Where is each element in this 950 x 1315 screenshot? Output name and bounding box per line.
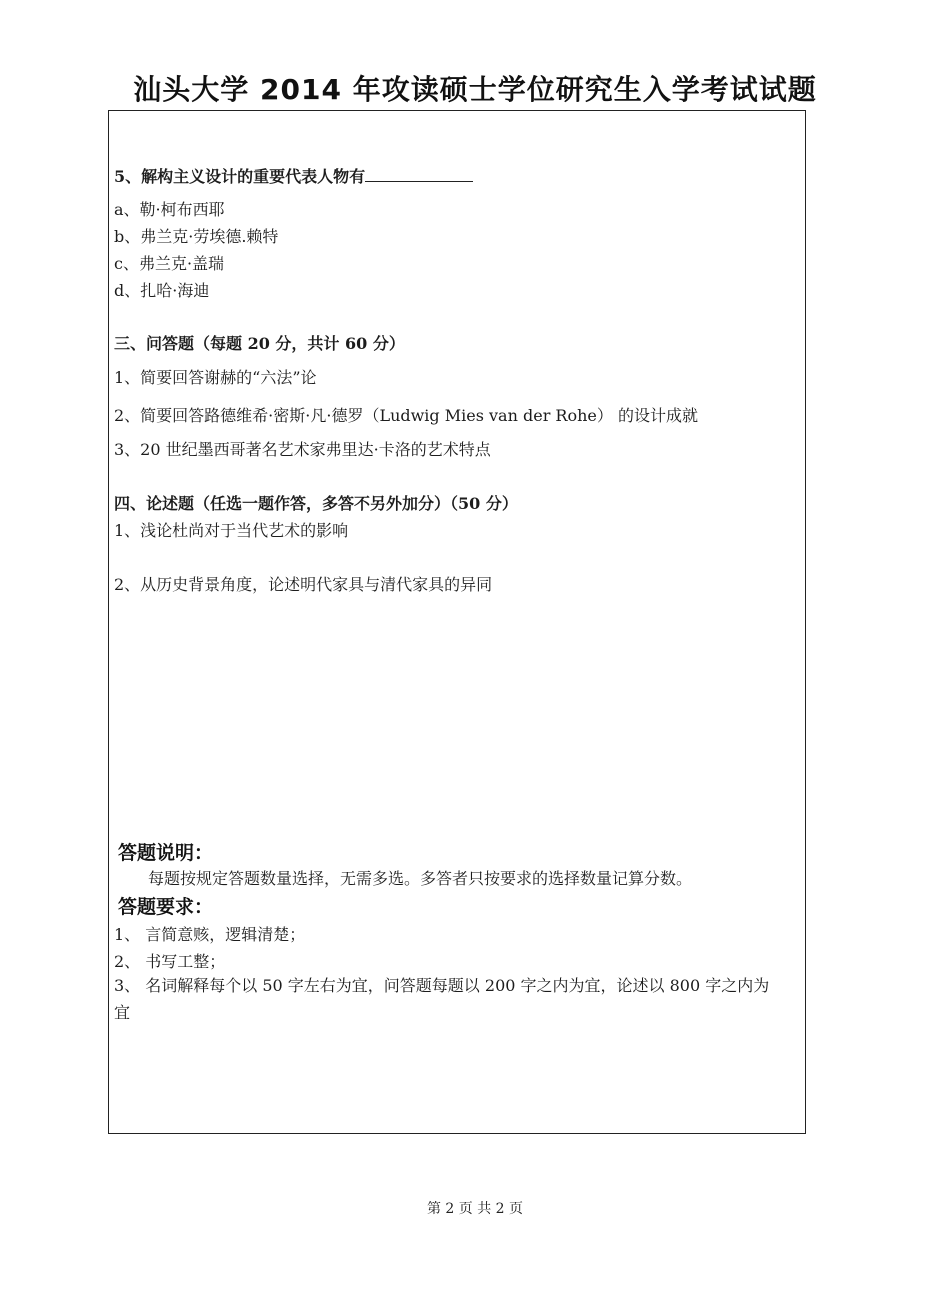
question-5-option-d: d、扎哈·海迪 bbox=[114, 281, 210, 300]
section-3-heading: 三、问答题（每题 20 分，共计 60 分） bbox=[114, 334, 405, 353]
section-4-question-2: 2、从历史背景角度，论述明代家具与清代家具的异同 bbox=[114, 575, 493, 594]
requirement-2: 2、 书写工整； bbox=[114, 952, 226, 971]
section-3-question-3: 3、20 世纪墨西哥著名艺术家弗里达·卡洛的艺术特点 bbox=[114, 440, 491, 459]
section-4-question-1: 1、浅论杜尚对于当代艺术的影响 bbox=[114, 521, 349, 540]
section-3-question-2: 2、简要回答路德维希·密斯·凡·德罗（Ludwig Mies van der Rohe） 的设计成就 bbox=[114, 406, 698, 425]
instructions-text: 每题按规定答题数量选择，无需多选。多答者只按要求的选择数量记算分数。 bbox=[148, 869, 693, 888]
question-5-stem bbox=[114, 164, 473, 187]
question-5-option-b: b、弗兰克·劳埃德.赖特 bbox=[114, 227, 279, 246]
question-5-text: 5、解构主义设计的重要代表人物有 bbox=[114, 167, 366, 186]
requirement-3: 3、 名词解释每个以 50 字左右为宜，问答题每题以 200 字之内为宜，论述以 800 字之内为宜 bbox=[114, 976, 770, 1022]
requirement-1: 1、 言简意赅，逻辑清楚； bbox=[114, 925, 306, 944]
section-3-question-1: 1、简要回答谢赫的“六法”论 bbox=[114, 368, 317, 387]
instructions-heading: 答题说明： bbox=[118, 842, 214, 864]
question-5-option-c: c、弗兰克·盖瑞 bbox=[114, 254, 225, 273]
page-number: 第 2 页 共 2 页 bbox=[426, 1201, 524, 1217]
answer-blank bbox=[365, 167, 473, 182]
requirements-heading: 答题要求： bbox=[118, 896, 214, 918]
question-5-option-a: a、勒·柯布西耶 bbox=[114, 200, 225, 219]
section-4-heading: 四、论述题（任选一题作答，多答不另外加分）（50 分） bbox=[114, 494, 518, 513]
exam-title: 汕头大学 2014 年攻读硕士学位研究生入学考试试题 bbox=[133, 73, 817, 106]
